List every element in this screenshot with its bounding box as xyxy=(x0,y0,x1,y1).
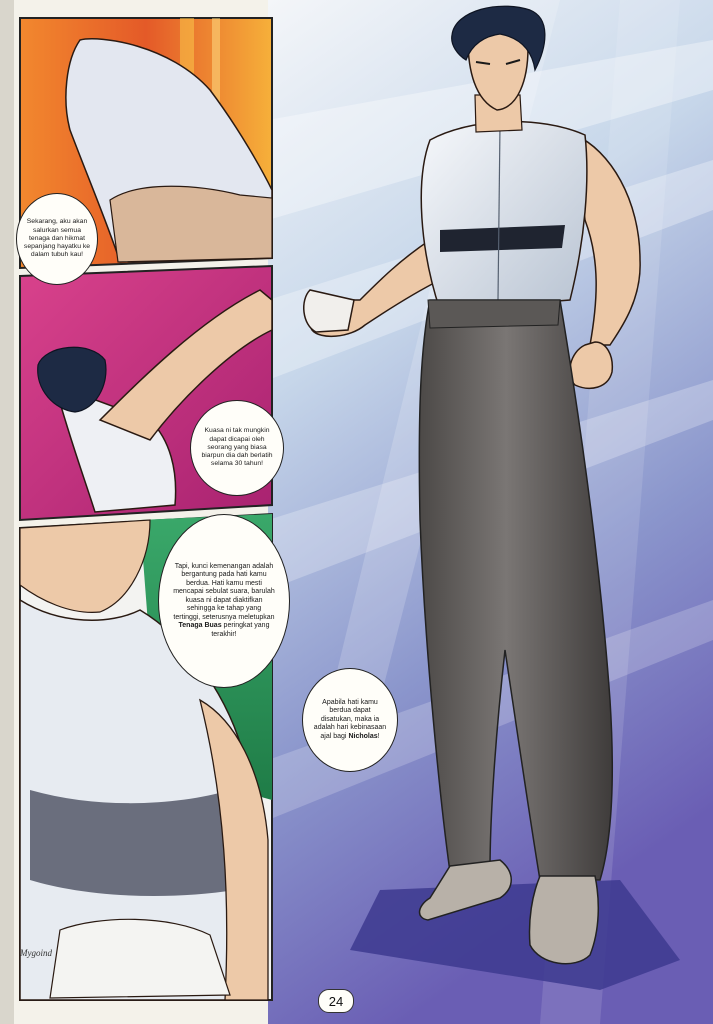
speech-bubble-4-text-b: ! xyxy=(377,732,380,740)
speech-bubble-3-text-b: peringkat yang terakhir! xyxy=(211,622,270,638)
page-number: 24 xyxy=(318,989,354,1013)
speech-bubble-2-text: Kuasa ni tak mungkin dapat dicapai oleh seorang yang biasa biarpun dia dah berlatih selama 30 tahun! xyxy=(201,427,273,468)
speech-bubble-3-text xyxy=(173,563,275,640)
speech-bubble-4-text xyxy=(313,699,387,742)
speech-bubble-4 xyxy=(302,668,398,772)
speech-bubble-1-text: Sekarang, aku akan salurkan semua tenaga dan hikmat sepanjang hayatku ke dalam tubuh kau! xyxy=(23,218,91,259)
speech-bubble-3-text-a: Tapi, kunci kemenangan adalah bergantung pada hati kamu berdua. Hati kamu mesti mencapai sebulat suara, barulah kuasa ni dapat diaktifkan sehingga ke tahap yang tertinggi, seterusnya meletupkan xyxy=(173,562,275,621)
speech-bubble-2 xyxy=(190,400,284,496)
speech-bubble-3 xyxy=(158,514,290,688)
speech-bubble-1 xyxy=(16,193,98,285)
artist-signature: Mygoind xyxy=(20,948,52,958)
speech-bubble-4-text-a: Apabila hati kamu berdua dapat disatukan, maka ia adalah hari kebinasaan ajal bagi xyxy=(313,698,387,740)
speech-bubble-4-bold: Nicholas xyxy=(348,732,378,740)
speech-bubble-3-bold: Tenaga Buas xyxy=(178,622,222,630)
